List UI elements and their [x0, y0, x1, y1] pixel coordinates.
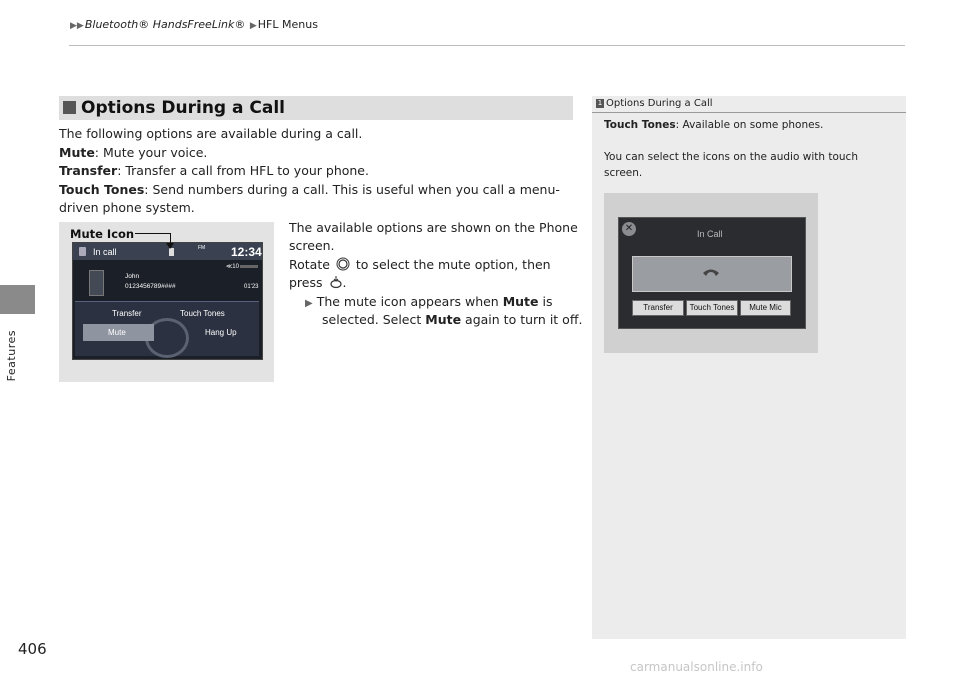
- press-knob-icon: [329, 275, 343, 289]
- handset-icon: [89, 270, 104, 296]
- option-desc: : Transfer a call from HFL to your phone.: [117, 163, 369, 178]
- in-call-btn-transfer[interactable]: Transfer: [632, 300, 684, 316]
- screen-btn-mute[interactable]: Mute: [108, 328, 126, 337]
- breadcrumb-item[interactable]: Bluetooth® HandsFreeLink®: [84, 18, 246, 31]
- para-text: press: [289, 275, 323, 290]
- option-desc: : Send numbers during a call. This is useful when you call a menu-: [144, 182, 560, 197]
- mute-icon-callout: Mute Icon: [70, 227, 135, 241]
- para-text: Rotate: [289, 257, 330, 272]
- footer-watermark: carmanualsonline.info: [630, 660, 763, 674]
- note-text: : Available on some phones.: [675, 119, 824, 131]
- para-text: .: [342, 275, 347, 290]
- notes-title: [596, 98, 713, 109]
- breadcrumb-arrow-icon: ▶▶: [70, 21, 84, 31]
- breadcrumb-item[interactable]: HFL Menus: [257, 18, 318, 31]
- option-term: Mute: [59, 145, 95, 160]
- breadcrumb: [69, 18, 318, 31]
- para-line: [289, 274, 346, 292]
- para-line: screen.: [289, 238, 335, 253]
- in-call-btn-touch-tones[interactable]: Touch Tones: [686, 300, 738, 316]
- screen-clock: 12:34: [231, 245, 262, 259]
- option-mute: [59, 144, 207, 162]
- in-call-btn-mute-mic[interactable]: Mute Mic: [740, 300, 791, 316]
- phone-icon: [79, 247, 86, 256]
- mute-icon: [169, 248, 174, 256]
- volume-bar: [240, 265, 258, 268]
- screen-status-text: In call: [93, 247, 117, 257]
- result-text: again to turn it off.: [465, 312, 583, 327]
- option-desc: : Mute your voice.: [94, 145, 208, 160]
- heading-square-icon: [63, 101, 76, 114]
- note-line: [604, 119, 823, 131]
- screen-btn-touch-tones[interactable]: Touch Tones: [180, 309, 225, 318]
- option-term: Touch Tones: [59, 182, 145, 197]
- page-number: 406: [18, 640, 47, 658]
- result-line: [305, 293, 553, 313]
- close-icon[interactable]: ✕: [622, 222, 636, 236]
- header-rule: [69, 45, 905, 46]
- intro-text: The following options are available during a call.: [59, 126, 363, 141]
- result-line: [322, 311, 582, 329]
- note-term: Touch Tones: [604, 119, 676, 131]
- screen-fm-label: FM: [198, 245, 206, 251]
- option-term: Transfer: [59, 163, 118, 178]
- para-line: The available options are shown on the Phone: [289, 220, 578, 235]
- notes-title-text: Options During a Call: [606, 98, 713, 109]
- screen-btn-transfer[interactable]: Transfer: [112, 309, 142, 318]
- result-text: The mute icon appears when: [316, 294, 499, 309]
- note-line: You can select the icons on the audio with touch: [604, 151, 858, 163]
- option-transfer: [59, 162, 369, 180]
- in-call-title: In Call: [697, 229, 723, 239]
- note-number-icon: 1: [597, 99, 603, 107]
- result-term: Mute: [425, 312, 462, 327]
- option-touch-tones: [59, 181, 560, 199]
- hang-up-icon: [702, 266, 720, 278]
- note-line: screen.: [604, 167, 643, 179]
- caller-number: 0123456789####: [125, 283, 176, 290]
- screen-btn-hang-up[interactable]: Hang Up: [205, 328, 237, 337]
- para-line: [289, 256, 551, 274]
- result-text: is: [542, 294, 553, 309]
- chapter-label: Features: [5, 330, 18, 382]
- result-arrow-icon: ▶: [305, 298, 313, 309]
- breadcrumb-arrow-icon: ▶: [249, 21, 257, 31]
- notes-rule: [592, 112, 906, 113]
- section-heading: Options During a Call: [81, 98, 285, 118]
- chapter-tab: [0, 285, 35, 314]
- screen-volume: ≪10: [226, 264, 239, 270]
- call-duration: 01'23: [244, 284, 259, 290]
- option-touch-tones-cont: driven phone system.: [59, 200, 195, 215]
- callout-arrow-icon: [166, 243, 174, 249]
- para-text: to select the mute option, then: [355, 257, 551, 272]
- result-text: selected. Select: [322, 312, 422, 327]
- selector-knob-icon: [336, 257, 350, 271]
- result-term: Mute: [502, 294, 539, 309]
- caller-name: John: [125, 273, 140, 280]
- callout-leader: [135, 233, 171, 234]
